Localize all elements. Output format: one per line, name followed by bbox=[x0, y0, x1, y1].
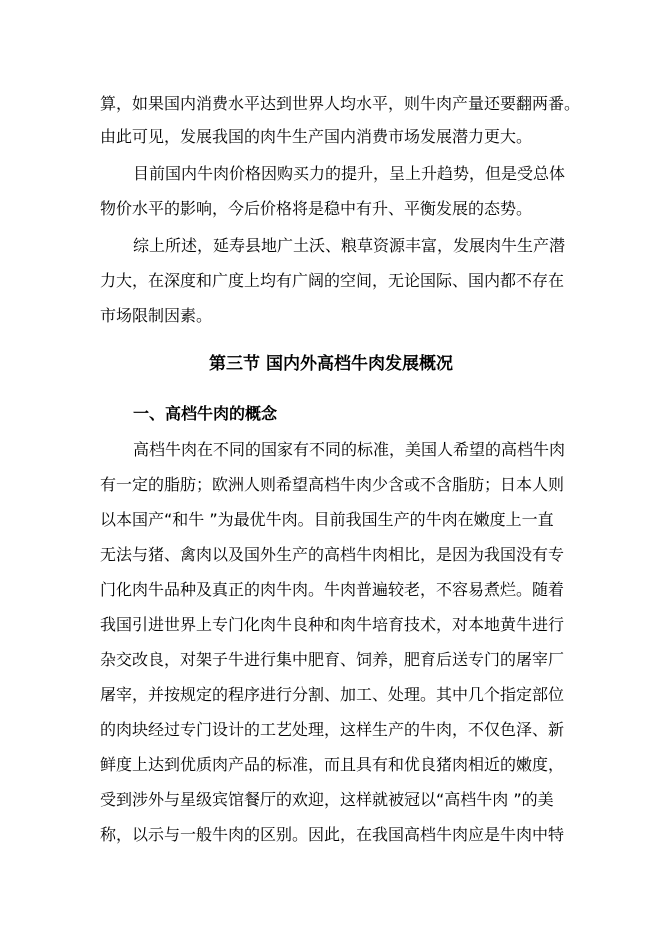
paragraph-4-line-2: 有一定的脂肪；欧洲人则希望高档牛肉少含或不含脂肪；日本人则 bbox=[100, 475, 565, 494]
paragraph-3-line-2: 力大，在深度和广度上均有广阔的空间，无论国际、国内都不存在 bbox=[100, 271, 565, 290]
paragraph-4-line-12: 称，以示与一般牛肉的区别。因此，在我国高档牛肉应是牛肉中特 bbox=[100, 825, 565, 844]
paragraph-4-line-4: 无法与猪、禽肉以及国外生产的高档牛肉相比，是因为我国没有专 bbox=[100, 545, 565, 564]
paragraph-4-line-5: 门化肉牛品种及真正的肉牛肉。牛肉普遍较老，不容易煮烂。随着 bbox=[100, 580, 565, 599]
paragraph-4-line-6: 我国引进世界上专门化肉牛良种和肉牛培育技术，对本地黄牛进行 bbox=[100, 615, 565, 634]
paragraph-1-line-2: 由此可见，发展我国的肉牛生产国内消费市场发展潜力更大。 bbox=[100, 127, 533, 146]
paragraph-3-line-1: 综上所述，延寿县地广土沃、粮草资源丰富，发展肉牛生产潜 bbox=[133, 236, 566, 255]
paragraph-1-line-1: 算，如果国内消费水平达到世界人均水平，则牛肉产量还要翻两番。 bbox=[100, 94, 581, 113]
paragraph-4-line-9: 的肉块经过专门设计的工艺处理，这样生产的牛肉，不仅色泽、新 bbox=[100, 720, 565, 739]
paragraph-4-line-3: 以本国产“和牛 ”为最优牛肉。目前我国生产的牛肉在嫩度上一直 bbox=[100, 510, 554, 529]
subsection-title: 一、高档牛肉的概念 bbox=[133, 404, 278, 423]
section-title: 第三节 国内外高档牛肉发展概况 bbox=[209, 354, 453, 374]
paragraph-4-line-7: 杂交改良，对架子牛进行集中肥育、饲养，肥育后送专门的屠宰厂 bbox=[100, 650, 565, 669]
paragraph-4-line-1: 高档牛肉在不同的国家有不同的标准，美国人希望的高档牛肉 bbox=[133, 440, 566, 459]
paragraph-4-line-8: 屠宰，并按规定的程序进行分割、加工、处理。其中几个指定部位 bbox=[100, 685, 565, 704]
paragraph-2-line-2: 物价水平的影响，今后价格将是稳中有升、平衡发展的态势。 bbox=[100, 199, 533, 218]
paragraph-3-line-3: 市场限制因素。 bbox=[100, 306, 213, 325]
paragraph-2-line-1: 目前国内牛肉价格因购买力的提升，呈上升趋势，但是受总体 bbox=[133, 164, 566, 183]
paragraph-4-line-10: 鲜度上达到优质肉产品的标准，而且具有和优良猪肉相近的嫩度， bbox=[100, 755, 565, 774]
paragraph-4-line-11: 受到涉外与星级宾馆餐厅的欢迎，这样就被冠以“高档牛肉 ”的美 bbox=[100, 790, 554, 809]
